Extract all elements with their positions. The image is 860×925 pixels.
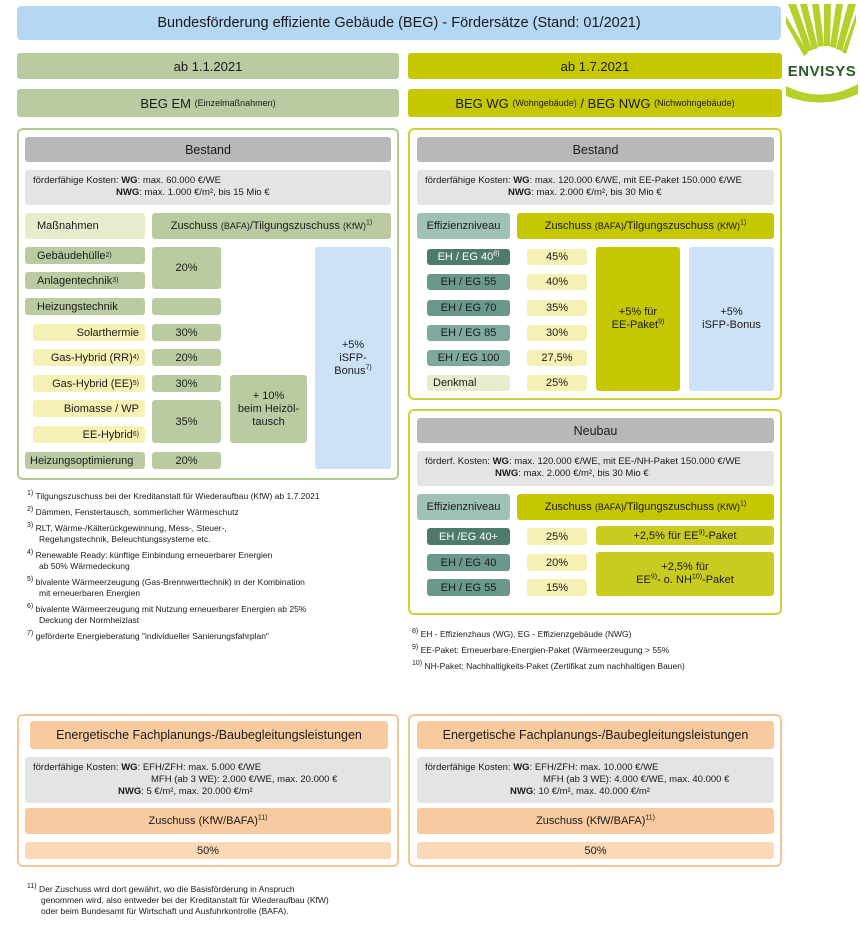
em-row-gas-hybrid-rr: Gas-Hybrid (RR) 4) [33, 349, 145, 366]
wg-level-eh70: EH / EG 70 [427, 300, 510, 316]
footnote-6: $^{6)}$ bivalente Wärmeerzeugung mit Nutzung erneuerbarer Energien ab 25% Deckung der Normheizlast [27, 603, 307, 625]
em-row-heizungsoptimierung: Heizungsoptimierung [25, 452, 145, 469]
wg-isfp-bonus: +5% iSFP-Bonus [689, 247, 774, 391]
em-row-anlagentechnik: Anlagentechnik 3) [25, 272, 145, 289]
wg-neubau-cost-info: förderf. Kosten: WG: max. 120.000 €/WE, mit EE-/NH-Paket 150.000 €/WE NWG: max. 2.000 €/m², bis 30 Mio € [417, 451, 774, 486]
em-isfp-bonus: +5% iSFP- Bonus$^{7)}$ [315, 247, 391, 469]
em-val-gas-ee: 30% [152, 375, 221, 392]
footnote-10: $^{10)}$ NH-Paket: Nachhaltigkeits-Paket (Zertifikat zum nachhaltigen Bauen) [412, 660, 685, 671]
em-row-solarthermie: Solarthermie [33, 324, 145, 341]
fach-value-right: 50% [417, 842, 774, 859]
em-row-heizungstechnik: Heizungstechnik [25, 298, 145, 315]
wg-col-zuschuss: Zuschuss (BAFA)/Tilgungszuschuss (KfW)$^{1)}$ [517, 213, 774, 239]
wg-neubau-title: Neubau [417, 418, 774, 443]
program-band-left: BEG EM (Einzelmaßnahmen) [17, 89, 399, 117]
wg-bestand-title: Bestand [417, 137, 774, 162]
em-heizoel-bonus: + 10% beim Heizöl- tausch [230, 375, 307, 443]
em-val-optimierung: 20% [152, 452, 221, 469]
em-val-solar: 30% [152, 324, 221, 341]
fach-zuschuss-right: Zuschuss (KfW/BAFA)$^{11)}$ [417, 808, 774, 834]
wg-level-eh40: EH / EG 40$^{8)}$ [427, 249, 510, 265]
sun-rays-icon [786, 2, 858, 60]
envisys-logo [786, 2, 858, 106]
fach-title-right: Energetische Fachplanungs-/Baubegleitungsleistungen [417, 721, 774, 749]
fach-title-left: Energetische Fachplanungs-/Baubegleitungsleistungen [30, 721, 388, 749]
footnote-4: $^{4)}$ Renewable Ready: künftige Einbindung erneuerbarer Energien ab 50% Wärmedeckung [27, 549, 273, 571]
neubau-level-eh40: EH / EG 40 [427, 554, 510, 571]
date-band-right: ab 1.7.2021 [408, 53, 782, 79]
em-row-gebaeudehuelle: Gebäudehülle 2) [25, 247, 145, 264]
neubau-col-effizienz: Effizienzniveau [417, 494, 510, 520]
wg-level-eh55: EH / EG 55 [427, 274, 510, 290]
fach-value-left: 50% [25, 842, 391, 859]
footnote-9: $^{9)}$ EE-Paket: Erneuerbare-Energien-Paket (Wärmeerzeugung > 55% [412, 644, 670, 655]
footnote-8: $^{8)}$ EH - Effizienzhaus (WG), EG - Effizienzgebäude (NWG) [412, 628, 632, 639]
footnote-1: $^{1)}$ Tilgungszuschuss bei der Kreditanstalt für Wiederaufbau (KfW) ab 1.7.2021 [27, 490, 320, 501]
em-row-ee-hybrid: EE-Hybrid 6) [33, 426, 145, 443]
program-band-right: BEG WG (Wohngebäude) / BEG NWG (Nichwohngebäude) [408, 89, 782, 117]
fach-cost-info-left: förderfähige Kosten: WG: EFH/ZFH: max. 5.000 €/WE MFH (ab 3 WE): 2.000 €/WE, max. 20.000 € NWG: 5 €/m², max. 20.000 €/m² [25, 757, 391, 803]
em-bestand-title: Bestand [25, 137, 391, 162]
footnote-11: $^{11)}$ Der Zuschuss wird dort gewährt, wo die Basisförderung in Anspruch genommen wird, also entweder bei der Kreditanstalt für Wiederaufbau (KfW) oder beim Bundesamt für Wirtschaft und Ausfuhrkontrolle (BAFA). [27, 883, 329, 916]
wg-val-denkmal: 25% [527, 375, 587, 391]
neubau-val-eh40: 20% [527, 554, 587, 571]
em-row-gas-hybrid-ee: Gas-Hybrid (EE) 5) [33, 375, 145, 392]
wg-val-eh40: 45% [527, 249, 587, 265]
footnote-5: $^{5)}$ bivalente Wärmeerzeugung (Gas-Brennwerttechnik) in der Kombination mit erneuerbaren Energien [27, 576, 305, 598]
neubau-ee-nh-bonus: +2,5% für EE$^{9)}$- o. NH$^{10)}$-Paket [596, 552, 774, 596]
wg-level-eh100: EH / EG 100 [427, 350, 510, 366]
fach-zuschuss-left: Zuschuss (KfW/BAFA)$^{11)}$ [25, 808, 391, 834]
col-header-zuschuss: Zuschuss (BAFA)/Tilgungszuschuss (KfW)$^{1)}$ [152, 213, 391, 239]
em-cost-info: förderfähige Kosten: WG: max. 60.000 €/WE NWG: max. 1.000 €/m², bis 15 Mio € [25, 170, 391, 205]
em-val-bio-hybrid: 35% [152, 400, 221, 443]
em-val-huelle-anlage: 20% [152, 247, 221, 289]
neubau-val-eh40plus: 25% [527, 528, 587, 545]
em-spacer-heizung [152, 298, 221, 315]
wg-val-eh100: 27,5% [527, 350, 587, 366]
wg-level-denkmal: Denkmal [427, 375, 510, 391]
neubau-val-eh55: 15% [527, 579, 587, 596]
wg-val-eh55: 40% [527, 274, 587, 290]
neubau-level-eh55: EH / EG 55 [427, 579, 510, 596]
wg-col-effizienz: Effizienzniveau [417, 213, 510, 239]
neubau-ee-bonus: +2,5% für EE$^{9)}$-Paket [596, 526, 774, 545]
wg-level-eh85: EH / EG 85 [427, 325, 510, 341]
em-row-biomasse-wp: Biomasse / WP [33, 400, 145, 417]
wg-val-eh70: 35% [527, 300, 587, 316]
footnote-2: $^{2)}$ Dämmen, Fenstertausch, sommerlicher Wärmeschutz [27, 506, 239, 517]
em-val-gas-rr: 20% [152, 349, 221, 366]
wg-val-eh85: 30% [527, 325, 587, 341]
footnote-3: $^{3)}$ RLT, Wärme-/Kälterückgewinnung, Mess-, Steuer-, Regelungstechnik, Beleuchtungssysteme etc. [27, 522, 227, 544]
fach-cost-info-right: förderfähige Kosten: WG: EFH/ZFH: max. 10.000 €/WE MFH (ab 3 WE): 4.000 €/WE, max. 40.000 € NWG: 10 €/m², max. 40.000 €/m² [417, 757, 774, 803]
logo-wordmark: ENVISYS [787, 63, 857, 80]
neubau-level-eh40plus: EH /EG 40+ [427, 528, 510, 545]
wg-bestand-cost-info: förderfähige Kosten: WG: max. 120.000 €/WE, mit EE-Paket 150.000 €/WE NWG: max. 2.000 €/m², bis 30 Mio € [417, 170, 774, 205]
footnotes-right [412, 629, 782, 672]
wg-ee-paket-bonus: +5% für EE-Paket$^{9)}$ [596, 247, 680, 391]
page-title: Bundesförderung effiziente Gebäude (BEG) - Fördersätze (Stand: 01/2021) [17, 6, 781, 40]
col-header-massnahmen: Maßnahmen [25, 213, 145, 239]
neubau-col-zuschuss: Zuschuss (BAFA)/Tilgungszuschuss (KfW)$^{1)}$ [517, 494, 774, 520]
footnote-7: $^{7)}$ geförderte Energieberatung "individueller Sanierungsfahrplan" [27, 630, 269, 641]
logo-swoosh-icon [786, 80, 858, 106]
footnotes-left [27, 491, 397, 642]
date-band-left: ab 1.1.2021 [17, 53, 399, 79]
